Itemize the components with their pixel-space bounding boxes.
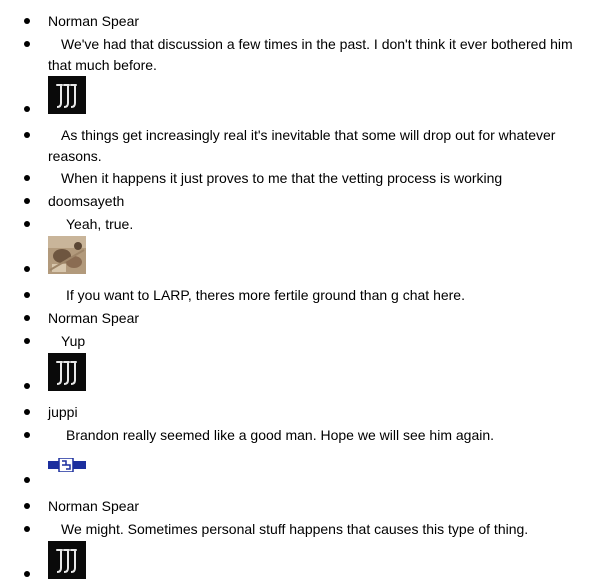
username: Norman Spear (48, 13, 140, 29)
username: doomsayeth (48, 193, 125, 209)
message-text: We've had that discussion a few times in the past. I don't think it ever bothered him that much before. (48, 36, 573, 73)
jjj-avatar-icon (48, 76, 86, 114)
bullet (24, 198, 30, 204)
bullet (24, 503, 30, 509)
username: Norman Spear (48, 310, 140, 326)
message-text: We might. Sometimes personal stuff happens that causes this type of thing. (61, 521, 529, 537)
bullet (24, 106, 30, 112)
message-text: When it happens it just proves to me that the vetting process is working (61, 170, 503, 186)
message-text: Brandon really seemed like a good man. Hope we will see him again. (66, 427, 495, 443)
username: juppi (48, 404, 78, 420)
bullet (24, 266, 30, 272)
message-text: Yup (61, 333, 86, 349)
bullet (24, 221, 30, 227)
jjj-avatar-icon (48, 541, 86, 579)
bullet (24, 315, 30, 321)
bullet (24, 132, 30, 138)
bullet (24, 526, 30, 532)
message-text: As things get increasingly real it's inevitable that some will drop out for whatever reasons. (48, 127, 556, 164)
username: Norman Spear (48, 498, 140, 514)
flag-emblem-icon (48, 458, 86, 472)
bullet (24, 338, 30, 344)
message-text: If you want to LARP, theres more fertile ground than g chat here. (66, 287, 465, 303)
bullet (24, 571, 30, 577)
bullet (24, 432, 30, 438)
photo-avatar-icon (48, 236, 86, 274)
bullet (24, 292, 30, 298)
message-text: Yeah, true. (66, 216, 134, 232)
bullet (24, 18, 30, 24)
bullet (24, 409, 30, 415)
bullet (24, 383, 30, 389)
bullet (24, 41, 30, 47)
bullet (24, 175, 30, 181)
jjj-avatar-icon (48, 353, 86, 391)
bullet (24, 477, 30, 483)
